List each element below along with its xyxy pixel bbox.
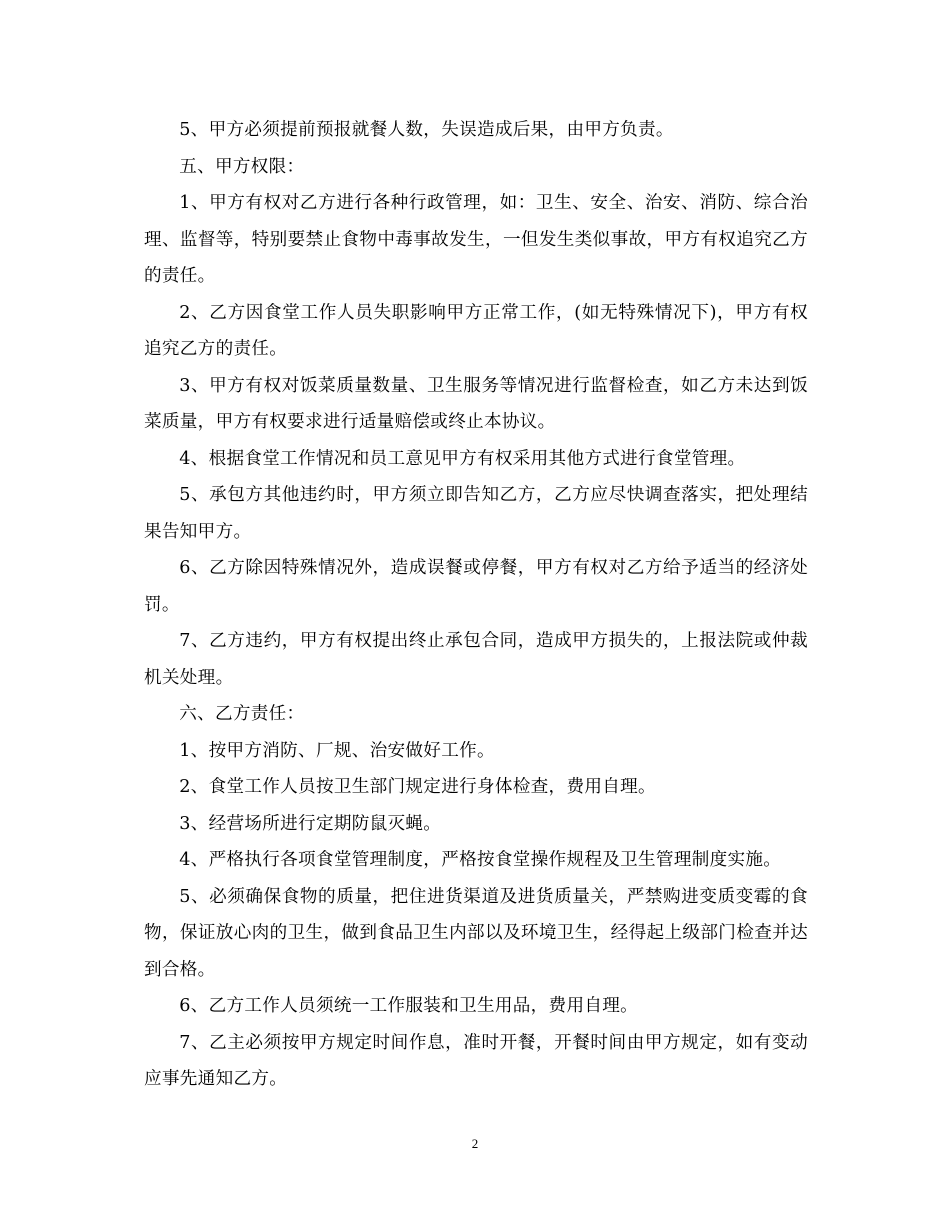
document-body: [144, 112, 808, 1098]
section-heading-party-a-rights: 五、甲方权限：: [179, 156, 305, 177]
section-heading-party-b-duties: 六、乙方责任：: [179, 704, 305, 724]
paragraph-rights-6: 6、乙方除因特殊情况外，造成误餐或停餐，甲方有权对乙方给予适当的经济处罚。: [144, 558, 808, 615]
paragraph-duties-4: 4、严格执行各项食堂管理制度，严格按食堂操作规程及卫生管理制度实施。: [179, 850, 782, 870]
paragraph-rights-2: 2、乙方因食堂工作人员失职影响甲方正常工作，(如无特殊情况下)，甲方有权追究乙方的责任。: [144, 302, 808, 359]
paragraph-duties-5: 5、必须确保食物的质量，把住进货渠道及进货质量关，严禁购进变质变霉的食物，保证放心肉的卫生，做到食品卫生内部以及环境卫生，经得起上级部门检查并达到合格。: [144, 886, 808, 980]
paragraph-rights-1: 1、甲方有权对乙方进行各种行政管理，如：卫生、安全、治安、消防、综合治理、监督等，特别要禁止食物中毒事故发生，一但发生类似事故，甲方有权追究乙方的责任。: [144, 193, 808, 286]
paragraph-rights-3: 3、甲方有权对饭菜质量数量、卫生服务等情况进行监督检查，如乙方未达到饭菜质量，甲方有权要求进行适量赔偿或终止本协议。: [144, 375, 808, 432]
paragraph-duties-6: 6、乙方工作人员须统一工作服装和卫生用品，费用自理。: [179, 996, 639, 1016]
paragraph-item5-meal-count: 5、甲方必须提前预报就餐人数，失误造成后果，由甲方负责。: [179, 120, 674, 140]
paragraph-duties-1: 1、按甲方消防、厂规、治安做好工作。: [179, 740, 495, 761]
paragraph-rights-7: 7、乙方违约，甲方有权提出终止承包合同，造成甲方损失的，上报法院或仲裁机关处理。: [144, 631, 808, 688]
paragraph-rights-4: 4、根据食堂工作情况和员工意见甲方有权采用其他方式进行食堂管理。: [179, 448, 746, 469]
paragraph-duties-3: 3、经营场所进行定期防鼠灭蝇。: [179, 813, 442, 834]
paragraph-rights-5: 5、承包方其他违约时，甲方须立即告知乙方，乙方应尽快调查落实，把处理结果告知甲方。: [144, 485, 808, 542]
paragraph-duties-2: 2、食堂工作人员按卫生部门规定进行身体检查，费用自理。: [179, 777, 656, 797]
paragraph-duties-7: 7、乙主必须按甲方规定时间作息，准时开餐，开餐时间由甲方规定，如有变动应事先通知乙方。: [144, 1032, 808, 1089]
page-number: 2: [471, 1136, 479, 1151]
